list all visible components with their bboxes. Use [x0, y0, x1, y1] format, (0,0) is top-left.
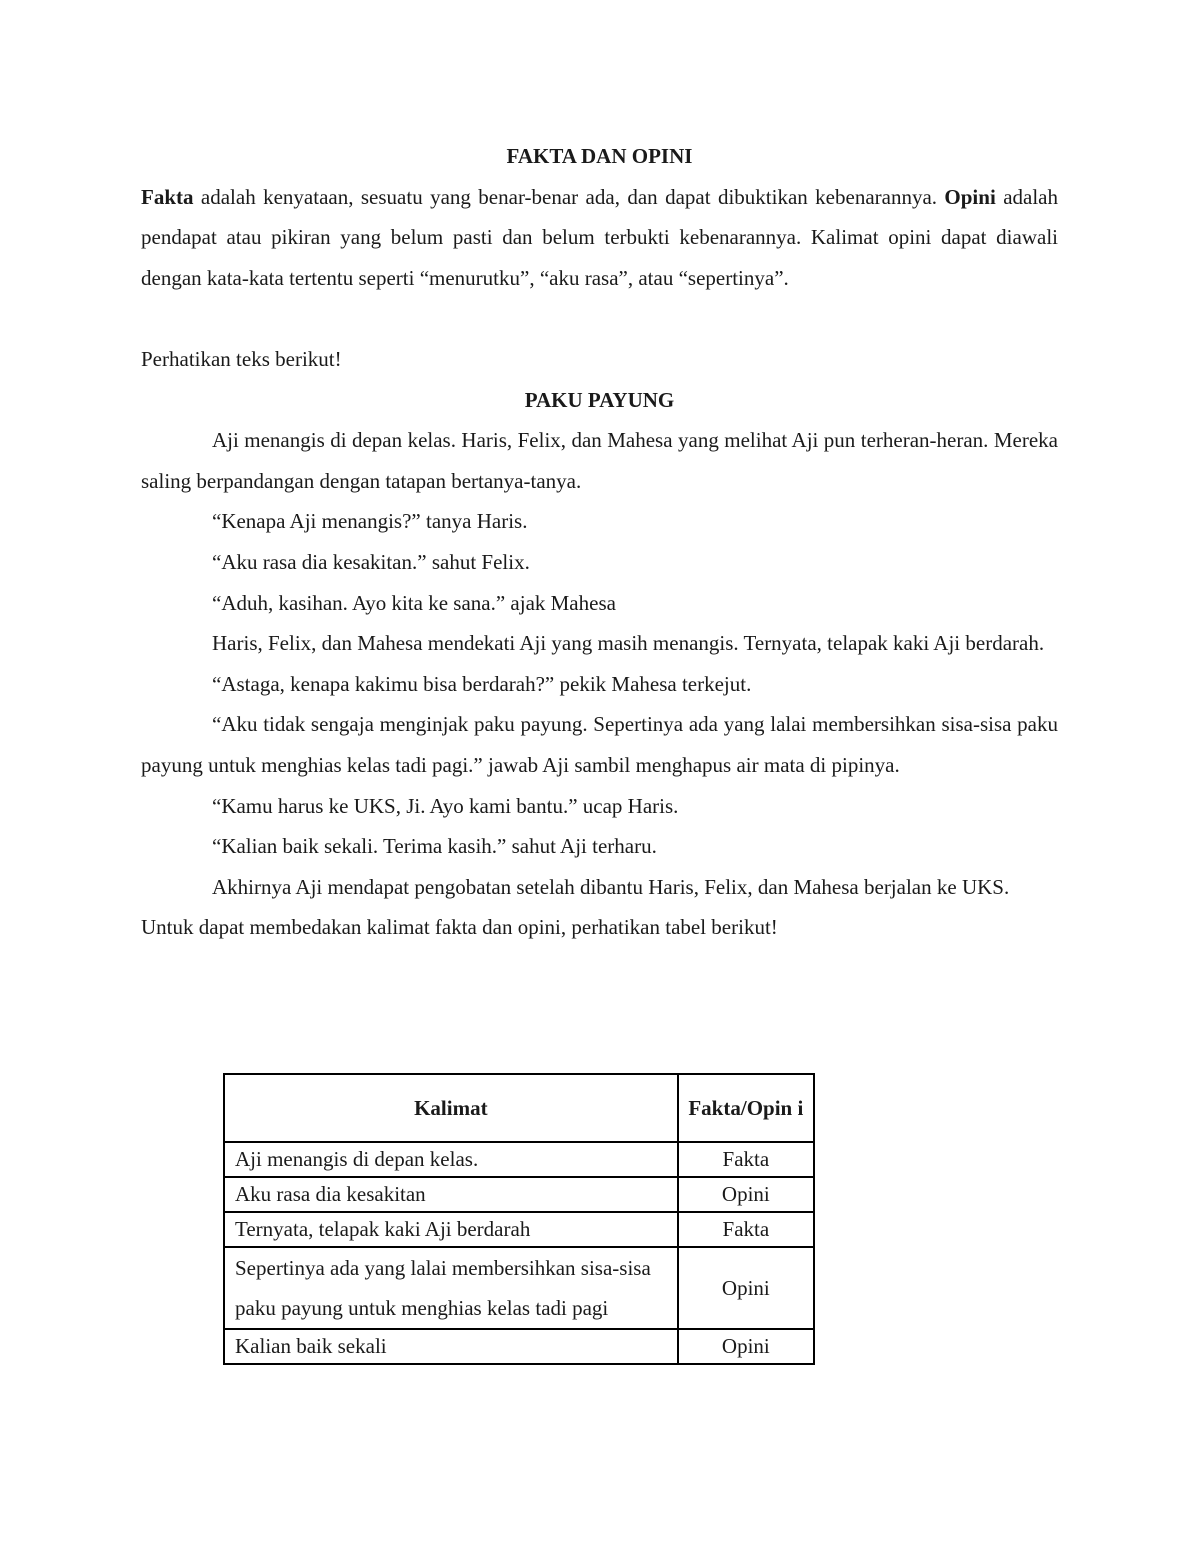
header-kalimat: Kalimat [224, 1074, 678, 1142]
story-paragraph: Aji menangis di depan kelas. Haris, Felix, dan Mahesa yang melihat Aji pun terheran-heran. Mereka saling berpandangan dengan tatapan bertanya-tanya. [141, 428, 1058, 493]
cell-kalimat: Aji menangis di depan kelas. [224, 1142, 678, 1177]
story-paragraph: “Kenapa Aji menangis?” tanya Haris. [212, 509, 528, 534]
cell-jenis: Opini [678, 1329, 814, 1364]
story-paragraph: Akhirnya Aji mendapat pengobatan setelah dibantu Haris, Felix, dan Mahesa berjalan ke UKS. [212, 874, 1010, 899]
table-row [224, 1142, 814, 1177]
story-paragraph: “Kamu harus ke UKS, Ji. Ayo kami bantu.” ucap Haris. [212, 793, 679, 818]
cell-kalimat: Kalian baik sekali [224, 1329, 678, 1364]
cell-kalimat: Ternyata, telapak kaki Aji berdarah [224, 1212, 678, 1247]
header-fakta-opini: Fakta/Opin i [678, 1074, 814, 1142]
story-paragraph: “Kalian baik sekali. Terima kasih.” sahut Aji terharu. [212, 834, 657, 859]
cell-kalimat: Sepertinya ada yang lalai membersihkan sisa-sisa paku payung untuk menghias kelas tadi pagi [224, 1247, 678, 1329]
fakta-definition: adalah kenyataan, sesuatu yang benar-benar ada, dan dapat dibuktikan kebenarannya. [193, 184, 945, 209]
opini-definition: adalah pendapat atau pikiran yang belum pasti dan belum terbukti kebenarannya. Kalimat opini dapat diawali dengan kata-kata tertentu seperti “menurutku”, “aku rasa”, atau “sepertinya”. [141, 184, 1058, 290]
table-row [224, 1247, 814, 1329]
table-header-row [224, 1074, 814, 1142]
cell-jenis: Fakta [678, 1142, 814, 1177]
story-paragraph: “Aku tidak sengaja menginjak paku payung. Sepertinya ada yang lalai membersihkan sisa-sisa paku payung untuk menghias kelas tadi pagi.” jawab Aji sambil menghapus air mata di pipinya. [141, 712, 1058, 777]
fact-opinion-table [223, 1073, 815, 1365]
fakta-term: Fakta [141, 184, 194, 209]
document-title: FAKTA DAN OPINI [506, 144, 693, 168]
table-row [224, 1177, 814, 1212]
instruction-text: Perhatikan teks berikut! [141, 346, 342, 371]
table-intro-text: Untuk dapat membedakan kalimat fakta dan opini, perhatikan tabel berikut! [141, 915, 778, 940]
cell-jenis: Fakta [678, 1212, 814, 1247]
story-paragraph: “Aku rasa dia kesakitan.” sahut Felix. [212, 549, 530, 574]
table-row [224, 1329, 814, 1364]
intro-paragraph [141, 177, 1058, 299]
spacer [141, 298, 1058, 339]
table-row [224, 1212, 814, 1247]
story-paragraph: “Aduh, kasihan. Ayo kita ke sana.” ajak Mahesa [212, 590, 616, 615]
opini-term: Opini [944, 184, 996, 209]
document-page [141, 136, 1058, 948]
story-paragraph: Haris, Felix, dan Mahesa mendekati Aji yang masih menangis. Ternyata, telapak kaki Aji berdarah. [212, 631, 1045, 656]
cell-kalimat: Aku rasa dia kesakitan [224, 1177, 678, 1212]
story-paragraph: “Astaga, kenapa kakimu bisa berdarah?” pekik Mahesa terkejut. [212, 671, 752, 696]
story-title: PAKU PAYUNG [524, 387, 675, 412]
cell-jenis: Opini [678, 1177, 814, 1212]
cell-jenis: Opini [678, 1247, 814, 1329]
